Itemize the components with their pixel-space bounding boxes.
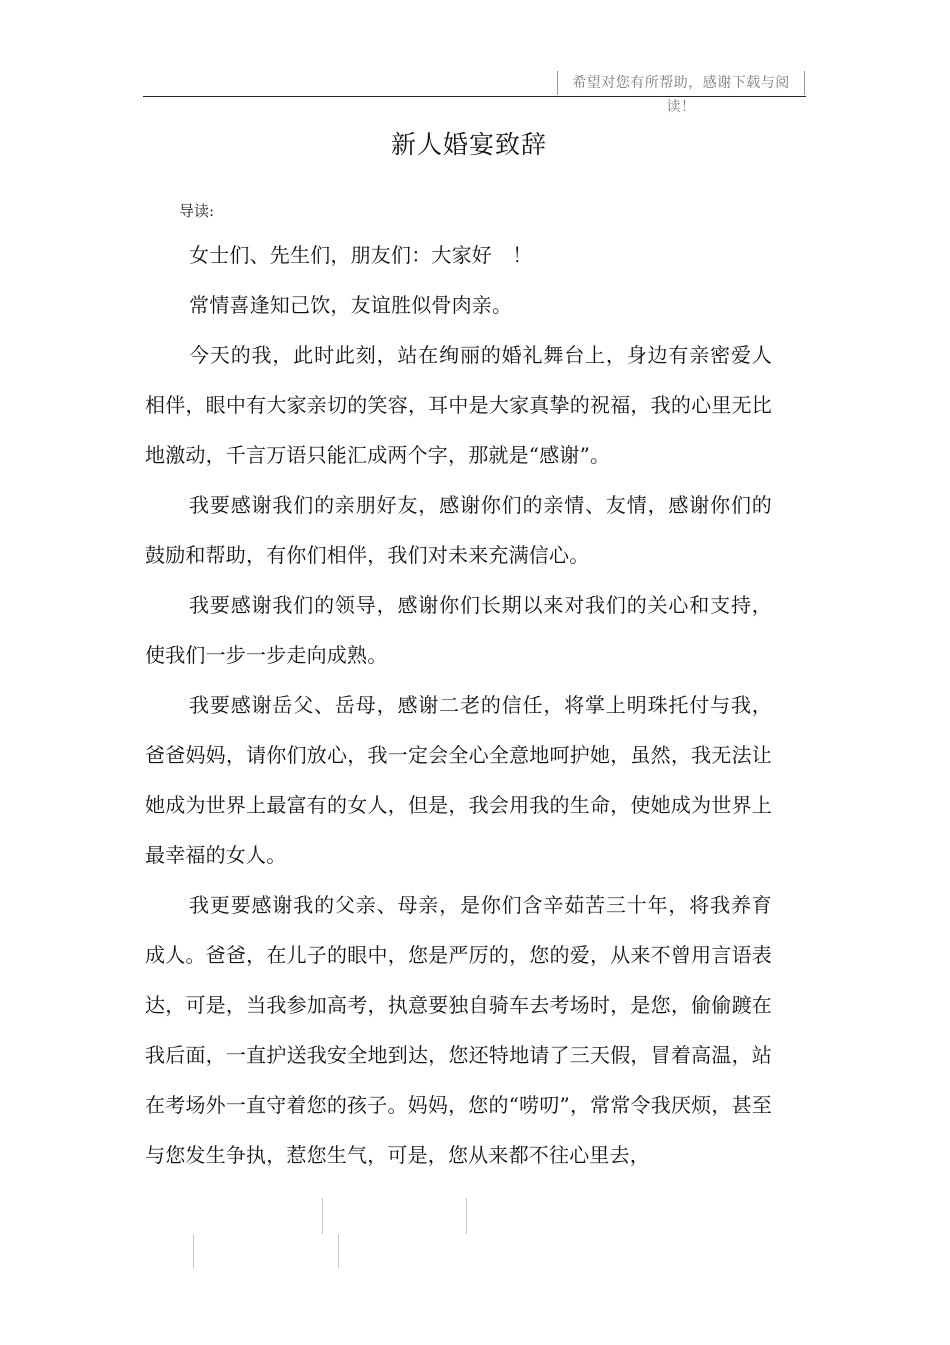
paragraph-greeting: 女士们、先生们，朋友们：大家好 ！ — [189, 243, 533, 267]
paragraph-couplet: 常情喜逢知己饮，友谊胜似骨肉亲。 — [189, 293, 513, 317]
paragraph-thanks-intro: 今天的我，此时此刻，站在绚丽的婚礼舞台上，身边有亲密爱人相伴，眼中有大家亲切的笑容，耳中是大家真挚的祝福，我的心里无比地激动，千言万语只能汇成两个字，那就是“感谢”。 — [145, 343, 772, 467]
scan-artifact-line — [466, 1198, 467, 1234]
scan-artifact-line — [322, 1198, 323, 1234]
paragraph-thanks-leaders: 我要感谢我们的领导，感谢你们长期以来对我们的关心和支持，使我们一步一步走向成熟。 — [145, 593, 772, 667]
paragraph-thanks-in-laws: 我要感谢岳父、岳母，感谢二老的信任，将掌上明珠托付与我，爸爸妈妈，请你们放心，我一定会全心全意地呵护她，虽然，我无法让她成为世界上最富有的女人，但是，我会用我的生命，使她成为世界上最幸福的女人。 — [145, 693, 772, 867]
scan-artifact-line — [193, 1234, 194, 1268]
header-note: 希望对您有所帮助，感谢下载与阅读！ — [557, 71, 805, 95]
lead-label: 导读: — [179, 202, 215, 220]
scan-artifact-line — [338, 1234, 339, 1268]
paragraph-thanks-friends: 我要感谢我们的亲朋好友，感谢你们的亲情、友情，感谢你们的鼓励和帮助，有你们相伴，我们对未来充满信心。 — [145, 493, 772, 567]
page-title: 新人婚宴致辞 — [390, 130, 547, 159]
body-text — [145, 230, 772, 1180]
paragraph-thanks-parents: 我更要感谢我的父亲、母亲，是你们含辛茹苦三十年，将我养育成人。爸爸，在儿子的眼中，您是严厉的，您的爱，从来不曾用言语表达，可是，当我参加高考，执意要独自骑车去考场时，是您，偷偷踱在我后面，一直护送我安全地到达，您还特地请了三天假，冒着高温，站在考场外一直守着您的孩子。妈妈，您的“唠叨”，常常令我厌烦，甚至与您发生争执，惹您生气，可是，您从来都不往心里去， — [145, 893, 772, 1167]
header-rule — [143, 96, 806, 97]
